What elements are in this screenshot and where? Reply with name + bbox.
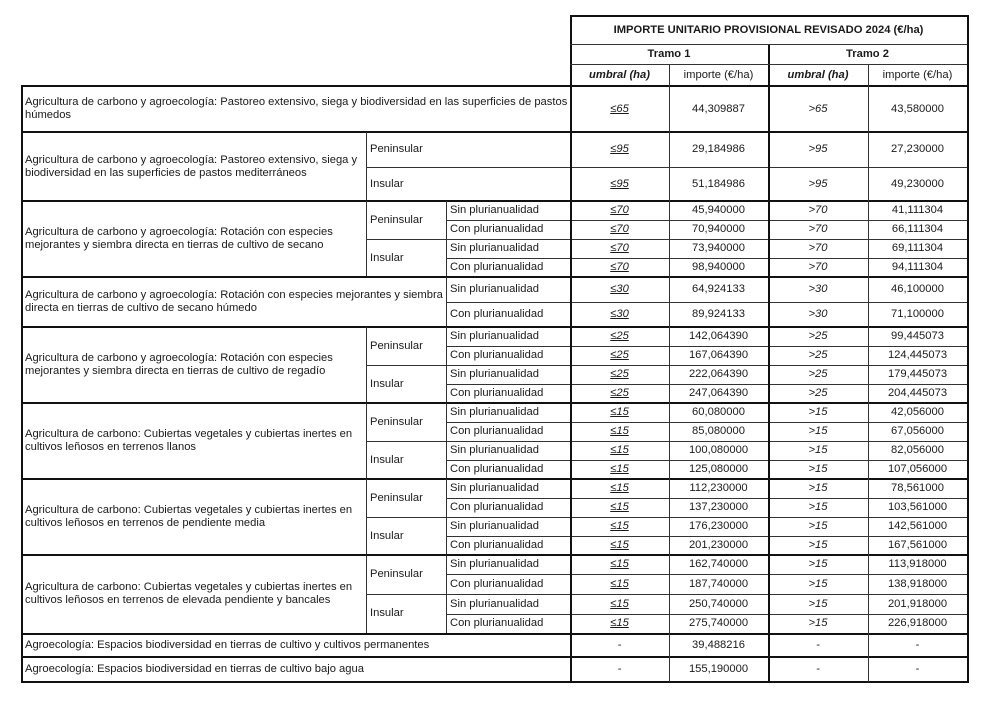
- plurianualidad-label: Con plurianualidad: [450, 539, 544, 551]
- plurianualidad-label: Sin plurianualidad: [450, 482, 539, 494]
- table-border: [21, 402, 968, 404]
- tramo-2-umbral-value: >15: [808, 539, 828, 551]
- umbral-text: ≤70: [610, 242, 629, 254]
- tramo-2-umbral-value: >15: [808, 406, 828, 418]
- table-border: [570, 15, 969, 17]
- plurianualidad-label: Con plurianualidad: [450, 261, 544, 273]
- umbral-text: ≤15: [610, 539, 629, 551]
- row-description: Agricultura de carbono: Cubiertas vegetales y cubiertas inertes en cultivos leñosos en terrenos llanos: [25, 428, 353, 453]
- plurianualidad-label: Con plurianualidad: [450, 501, 544, 513]
- row-description: Agricultura de carbono y agroecología: Rotación con especies mejorantes y siembra directa en tierras de cultivo de secano húmedo: [25, 289, 443, 314]
- region-label: Peninsular: [370, 339, 423, 352]
- tramo-1-umbral-value: [570, 479, 669, 498]
- region-label: Insular: [370, 377, 404, 390]
- tramo-1-umbral-value: [570, 86, 669, 132]
- plurianualidad-label: Con plurianualidad: [450, 349, 544, 361]
- row-description: Agroecología: Espacios biodiversidad en tierras de cultivo bajo agua: [25, 662, 364, 675]
- umbral-text: ≤95: [610, 177, 629, 190]
- umbral-text: ≤70: [610, 204, 629, 216]
- umbral-text: ≤15: [610, 425, 629, 437]
- tramo-1-umbral-value: [570, 517, 669, 536]
- tramo-2-importe-value: 82,056000: [891, 444, 944, 456]
- table-border: [446, 201, 447, 277]
- tramo-2-umbral-value: >95: [808, 177, 828, 190]
- tramo-1-importe-value: 155,190000: [688, 662, 749, 675]
- umbral-text: ≤25: [610, 368, 629, 380]
- tramo-2-umbral-value: >15: [808, 577, 828, 590]
- tramo-2-importe-value: 167,561000: [887, 539, 948, 551]
- tramo-1-umbral-value: [570, 132, 669, 167]
- table-border: [570, 44, 967, 45]
- table-border: [446, 555, 447, 633]
- tramo-1-importe-value: 201,230000: [688, 539, 749, 551]
- tramo-1-umbral-value: [570, 327, 669, 346]
- tramo-1-importe-value: 162,740000: [688, 558, 749, 570]
- row-description: Agricultura de carbono: Cubiertas vegetales y cubiertas inertes en cultivos leñosos en terrenos de elevada pendiente y bancales: [25, 581, 353, 606]
- plurianualidad-label: Sin plurianualidad: [450, 242, 539, 254]
- umbral-text: ≤25: [610, 387, 629, 399]
- table-border: [366, 594, 967, 595]
- tramo-2-umbral-value: >15: [808, 482, 828, 494]
- table-border: [21, 633, 968, 635]
- tramo-2-umbral-value: >30: [808, 283, 828, 295]
- umbral-text: ≤15: [610, 406, 629, 418]
- tramo-1-importe-value: 45,940000: [692, 204, 745, 216]
- tramo-2-umbral-value: >95: [808, 143, 828, 155]
- tramo-2-importe-value: 46,100000: [891, 283, 944, 295]
- tramo-2-header: Tramo 2: [846, 47, 889, 60]
- tramo-2-umbral-value: >15: [808, 501, 828, 513]
- region-label: Insular: [370, 529, 404, 542]
- tramo-2-importe-value: 138,918000: [887, 577, 948, 590]
- plurianualidad-label: Con plurianualidad: [450, 425, 544, 437]
- umbral-text: -: [617, 639, 622, 651]
- plurianualidad-label: Sin plurianualidad: [450, 558, 539, 570]
- table-border: [669, 64, 670, 682]
- umbral-text: ≤70: [610, 261, 629, 273]
- table-border: [366, 167, 967, 168]
- tramo-1-importe-value: 247,064390: [688, 387, 749, 399]
- tramo-1-umbral-value: [570, 384, 669, 403]
- tramo-1-umbral-value: [570, 239, 669, 258]
- tramo-1-importe-value: 39,488216: [692, 639, 745, 651]
- table-border: [366, 555, 367, 633]
- tramo-2-importe-value: 41,111304: [891, 204, 944, 216]
- table-border: [446, 277, 447, 327]
- tramo-1-importe-value: 176,230000: [688, 520, 749, 532]
- table-border: [446, 422, 967, 423]
- table-border: [21, 478, 968, 480]
- table-border: [446, 327, 447, 403]
- plurianualidad-label: Sin plurianualidad: [450, 597, 539, 610]
- tramo-1-importe-value: 100,080000: [688, 444, 749, 456]
- umbral-text: ≤70: [610, 223, 629, 235]
- table-border: [366, 479, 367, 555]
- tramo-1-importe-value: 187,740000: [688, 577, 749, 590]
- tramo-2-importe-value: 142,561000: [887, 520, 948, 532]
- plurianualidad-label: Sin plurianualidad: [450, 368, 539, 380]
- table-border: [446, 460, 967, 461]
- tramo-1-importe-value: 70,940000: [692, 223, 745, 235]
- umbral-text: ≤15: [610, 482, 629, 494]
- table-border: [366, 201, 367, 277]
- tramo-1-importe-value: 85,080000: [692, 425, 745, 437]
- plurianualidad-label: Con plurianualidad: [450, 223, 544, 235]
- umbral-text: ≤30: [610, 308, 629, 320]
- tramo-2-importe-value: 204,445073: [887, 387, 948, 399]
- tramo-1-umbral-value: [570, 441, 669, 460]
- table-border: [21, 276, 968, 278]
- table-border: [21, 85, 23, 683]
- tramo-2-umbral-value: >15: [808, 444, 828, 456]
- tramo-2-umbral-value: >70: [808, 242, 828, 254]
- plurianualidad-label: Sin plurianualidad: [450, 330, 539, 342]
- tramo-2-importe-header: importe (€/ha): [882, 68, 953, 81]
- plurianualidad-label: Sin plurianualidad: [450, 444, 539, 456]
- umbral-text: ≤30: [610, 283, 629, 295]
- tramo-2-umbral-value: >25: [808, 349, 828, 361]
- tramo-1-importe-value: 167,064390: [688, 349, 749, 361]
- tramo-2-umbral-value: >15: [808, 617, 828, 629]
- table-border: [21, 681, 968, 683]
- tramo-1-umbral-value: [570, 634, 669, 657]
- tramo-2-umbral-value: >15: [808, 558, 828, 570]
- region-label: Insular: [370, 177, 404, 190]
- tramo-1-importe-value: 142,064390: [688, 330, 749, 342]
- tramo-1-importe-value: 60,080000: [692, 406, 745, 418]
- plurianualidad-label: Sin plurianualidad: [450, 204, 539, 216]
- tramo-1-importe-value: 73,940000: [692, 242, 745, 254]
- row-description: Agroecología: Espacios biodiversidad en tierras de cultivo y cultivos permanentes: [25, 639, 430, 651]
- table-border: [446, 614, 967, 615]
- table-border: [21, 554, 968, 556]
- tramo-2-umbral-header: umbral (ha): [787, 68, 849, 81]
- table-border: [446, 220, 967, 221]
- tramo-2-umbral-value: >15: [808, 425, 828, 437]
- row-description: Agricultura de carbono y agroecología: Rotación con especies mejorantes y siembra directa en tierras de cultivo de regadío: [25, 352, 333, 377]
- region-label: Peninsular: [370, 491, 423, 504]
- tramo-1-importe-value: 29,184986: [692, 143, 745, 155]
- table-border: [446, 498, 967, 499]
- umbral-text: ≤15: [610, 577, 629, 590]
- plurianualidad-label: Sin plurianualidad: [450, 520, 539, 532]
- umbral-text: ≤95: [610, 143, 629, 155]
- tramo-2-importe-value: 107,056000: [887, 463, 948, 475]
- tramo-1-umbral-value: [570, 302, 669, 327]
- plurianualidad-label: Con plurianualidad: [450, 577, 544, 590]
- tramo-1-umbral-value: [570, 277, 669, 302]
- tramo-2-umbral-value: >30: [808, 308, 828, 320]
- table-border: [446, 302, 967, 303]
- tramo-2-importe-value: 49,230000: [891, 177, 944, 190]
- tramo-1-umbral-value: [570, 422, 669, 441]
- table-border: [446, 574, 967, 575]
- tramo-1-importe-value: 275,740000: [688, 617, 749, 629]
- table-border: [868, 64, 869, 682]
- table-border: [21, 131, 968, 133]
- tramo-2-umbral-value: >70: [808, 204, 828, 216]
- plurianualidad-label: Con plurianualidad: [450, 617, 544, 629]
- tramo-1-umbral-value: [570, 167, 669, 201]
- tramo-2-umbral-value: >25: [808, 387, 828, 399]
- table-border: [446, 479, 447, 555]
- tramo-2-importe-value: -: [915, 662, 920, 675]
- tramo-2-importe-value: 78,561000: [891, 482, 944, 494]
- umbral-text: ≤25: [610, 330, 629, 342]
- tramo-2-importe-value: 69,111304: [891, 242, 944, 254]
- tramo-2-importe-value: 103,561000: [887, 501, 948, 513]
- table-border: [570, 64, 967, 65]
- row-description: Agricultura de carbono y agroecología: Pastoreo extensivo, siega y biodiversidad en las superficies de pastos mediterráneos: [25, 153, 358, 179]
- table-border: [366, 327, 367, 403]
- tramo-1-umbral-value: [570, 536, 669, 555]
- plurianualidad-label: Con plurianualidad: [450, 463, 544, 475]
- umbral-text: ≤15: [610, 558, 629, 570]
- tramo-2-importe-value: 201,918000: [887, 597, 948, 610]
- plurianualidad-label: Sin plurianualidad: [450, 283, 539, 295]
- tramo-1-umbral-value: [570, 346, 669, 365]
- tramo-1-importe-value: 98,940000: [692, 261, 745, 273]
- table-border: [21, 200, 968, 202]
- umbral-text: ≤15: [610, 444, 629, 456]
- tramo-1-umbral-value: [570, 403, 669, 422]
- tramo-2-importe-value: 67,056000: [891, 425, 944, 437]
- tramo-2-umbral-value: -: [816, 662, 820, 675]
- table-border: [366, 517, 967, 518]
- tramo-1-importe-value: 222,064390: [688, 368, 749, 380]
- region-label: Insular: [370, 251, 404, 264]
- tramo-2-umbral-value: >65: [808, 102, 828, 115]
- tramo-2-importe-value: 226,918000: [887, 617, 948, 629]
- table-border: [366, 132, 367, 201]
- tramo-1-importe-value: 125,080000: [688, 463, 749, 475]
- table-border: [570, 15, 572, 683]
- row-description: Agricultura de carbono y agroecología: Pastoreo extensivo, siega y biodiversidad en las superficies de pastos húmedos: [25, 96, 568, 121]
- tramo-2-umbral-value: >70: [808, 223, 828, 235]
- table-border: [446, 536, 967, 537]
- table-border: [768, 44, 770, 683]
- plurianualidad-label: Sin plurianualidad: [450, 406, 539, 418]
- row-description: Agricultura de carbono: Cubiertas vegetales y cubiertas inertes en cultivos leñosos en terrenos de pendiente media: [25, 504, 353, 529]
- tramo-1-umbral-value: [570, 220, 669, 239]
- tramo-1-umbral-value: [570, 574, 669, 594]
- table-border: [366, 239, 967, 240]
- table-title: IMPORTE UNITARIO PROVISIONAL REVISADO 2024 (€/ha): [613, 23, 924, 36]
- table-border: [21, 656, 968, 658]
- tramo-2-umbral-value: >25: [808, 330, 828, 342]
- tramo-1-umbral-value: [570, 614, 669, 633]
- tramo-1-umbral-value: [570, 555, 669, 574]
- tramo-2-umbral-value: >25: [808, 368, 828, 380]
- table-border: [366, 441, 967, 442]
- table-border: [446, 403, 447, 479]
- umbral-text: ≤15: [610, 617, 629, 629]
- tramo-1-importe-value: 250,740000: [688, 597, 749, 610]
- tramo-2-importe-value: 113,918000: [888, 558, 947, 570]
- tramo-1-importe-value: 51,184986: [692, 177, 745, 190]
- table-border: [446, 346, 967, 347]
- tramo-2-importe-value: 43,580000: [891, 102, 944, 115]
- tramo-2-importe-value: 124,445073: [887, 349, 948, 361]
- tramo-2-importe-value: 71,100000: [891, 308, 944, 320]
- row-description: Agricultura de carbono y agroecología: Rotación con especies mejorantes y siembra directa en tierras de cultivo de secano: [25, 226, 333, 251]
- tramo-2-importe-value: 94,111304: [891, 261, 944, 273]
- tramo-2-importe-value: 99,445073: [891, 330, 944, 342]
- umbral-text: ≤15: [610, 501, 629, 513]
- region-label: Insular: [370, 607, 404, 619]
- tramo-1-umbral-header: umbral (ha): [589, 68, 650, 81]
- tramo-1-umbral-value: [570, 498, 669, 517]
- region-label: Peninsular: [370, 415, 423, 428]
- tramo-2-umbral-value: >70: [808, 261, 828, 273]
- tramo-2-importe-value: -: [915, 639, 920, 651]
- table-border: [446, 258, 967, 259]
- table-border: [446, 384, 967, 385]
- umbral-text: ≤65: [610, 102, 629, 115]
- tramo-1-umbral-value: [570, 594, 669, 614]
- tramo-1-umbral-value: [570, 365, 669, 384]
- umbral-text: ≤15: [610, 520, 629, 532]
- plurianualidad-label: Con plurianualidad: [450, 387, 544, 399]
- tramo-2-importe-value: 179,445073: [887, 368, 948, 380]
- tramo-2-umbral-value: >15: [808, 463, 828, 475]
- tramo-1-importe-value: 64,924133: [692, 283, 745, 295]
- tramo-1-umbral-value: [570, 460, 669, 479]
- table-border: [21, 85, 968, 87]
- tramo-2-importe-value: 42,056000: [891, 406, 944, 418]
- tramo-2-umbral-value: -: [816, 639, 820, 651]
- region-label: Peninsular: [370, 143, 423, 155]
- table-border: [967, 15, 969, 683]
- tramo-1-importe-header: importe (€/ha): [683, 68, 754, 81]
- umbral-text: ≤15: [610, 463, 629, 475]
- region-label: Peninsular: [370, 568, 423, 580]
- umbral-text: -: [617, 662, 622, 675]
- region-label: Peninsular: [370, 213, 423, 226]
- table-border: [366, 365, 967, 366]
- tramo-1-importe-value: 89,924133: [692, 308, 745, 320]
- umbral-text: ≤15: [610, 597, 629, 610]
- tramo-2-umbral-value: >15: [808, 520, 828, 532]
- plurianualidad-label: Con plurianualidad: [450, 308, 544, 320]
- tramo-2-importe-value: 27,230000: [891, 143, 944, 155]
- region-label: Insular: [370, 453, 404, 466]
- tramo-1-importe-value: 44,309887: [692, 102, 745, 115]
- tramo-1-importe-value: 137,230000: [688, 501, 749, 513]
- tramo-2-umbral-value: >15: [808, 597, 828, 610]
- tramo-1-header: Tramo 1: [647, 47, 691, 60]
- tramo-1-umbral-value: [570, 657, 669, 681]
- tramo-1-umbral-value: [570, 201, 669, 220]
- umbral-text: ≤25: [610, 349, 629, 361]
- tramo-1-importe-value: 112,230000: [689, 482, 748, 494]
- tramo-1-umbral-value: [570, 258, 669, 277]
- table-border: [366, 403, 367, 479]
- table-border: [21, 326, 968, 328]
- tramo-2-importe-value: 66,111304: [891, 223, 944, 235]
